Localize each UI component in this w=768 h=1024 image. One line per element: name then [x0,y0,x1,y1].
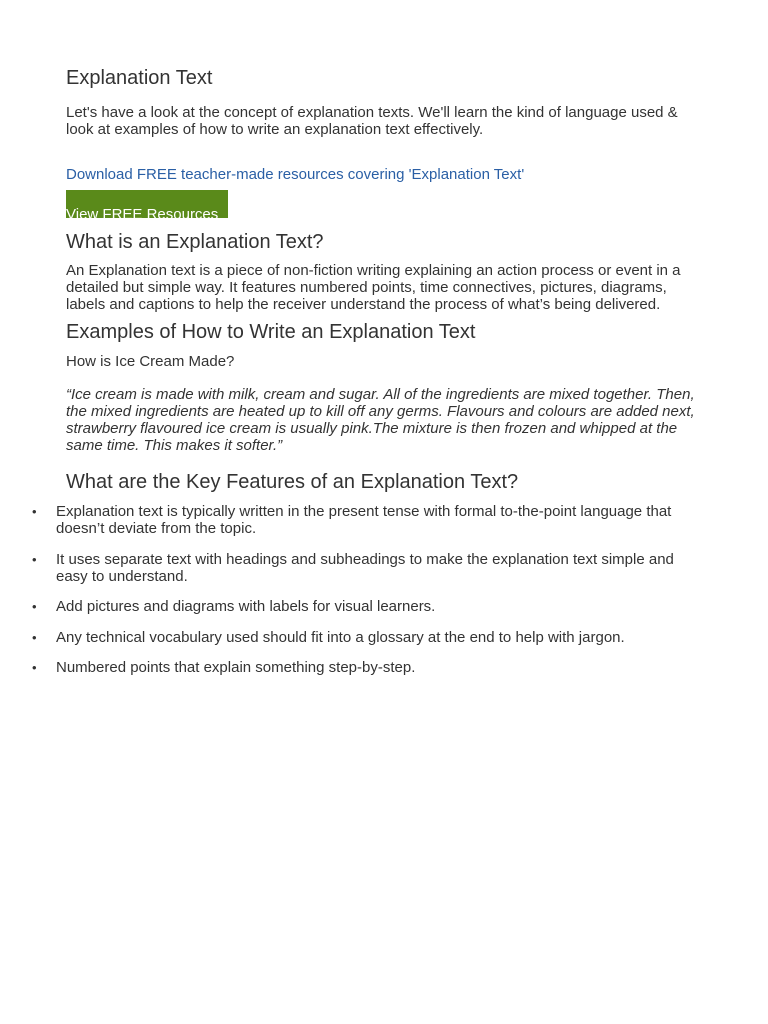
list-item-text: Numbered points that explain something step-by-step. [56,659,416,676]
view-free-resources-button[interactable]: View FREE Resources [66,190,228,218]
intro-paragraph: Let's have a look at the concept of explanation texts. We'll learn the kind of language used & look at examples of how to write an explanation text effectively. [66,104,678,138]
list-item-text: Explanation text is typically written in the present tense with formal to-the-point language that doesn’t deviate from the topic. [56,503,672,537]
list-item [0,551,676,585]
list-item [0,659,676,676]
key-features-heading: What are the Key Features of an Explanation Text? [66,471,519,493]
what-is-paragraph: An Explanation text is a piece of non-fiction writing explaining an action process or event in a detailed but simple way. It features numbered points, time connectives, pictures, diagrams, labels and captions to help the receiver understand the process of what’s being delivered. [66,262,681,313]
bullet-icon: • [32,504,37,519]
list-item [0,629,676,646]
examples-heading: Examples of How to Write an Explanation Text [66,321,476,343]
bullet-icon: • [32,599,37,614]
example-quote: “Ice cream is made with milk, cream and sugar. All of the ingredients are mixed together. Then, the mixed ingredients are heated up to kill off any germs. Flavours and colours are added next, strawberry flavoured ice cream is usually pink.The mixture is then frozen and whipped at the same time. This makes it softer.” [66,386,695,454]
bullet-icon: • [32,551,37,567]
bullet-icon: • [32,660,37,675]
page-title: Explanation Text [66,67,213,89]
key-features-list [0,503,768,690]
list-item [0,503,676,537]
list-item [0,598,676,615]
download-resources-link[interactable]: Download FREE teacher-made resources covering 'Explanation Text' [66,166,525,183]
bullet-icon: • [32,629,37,645]
what-is-heading: What is an Explanation Text? [66,231,324,253]
list-item-text: It uses separate text with headings and subheadings to make the explanation text simple and easy to understand. [56,550,674,585]
list-item-text: Any technical vocabulary used should fit into a glossary at the end to help with jargon. [56,628,625,646]
list-item-text: Add pictures and diagrams with labels for visual learners. [56,598,436,615]
example-question: How is Ice Cream Made? [66,353,235,370]
